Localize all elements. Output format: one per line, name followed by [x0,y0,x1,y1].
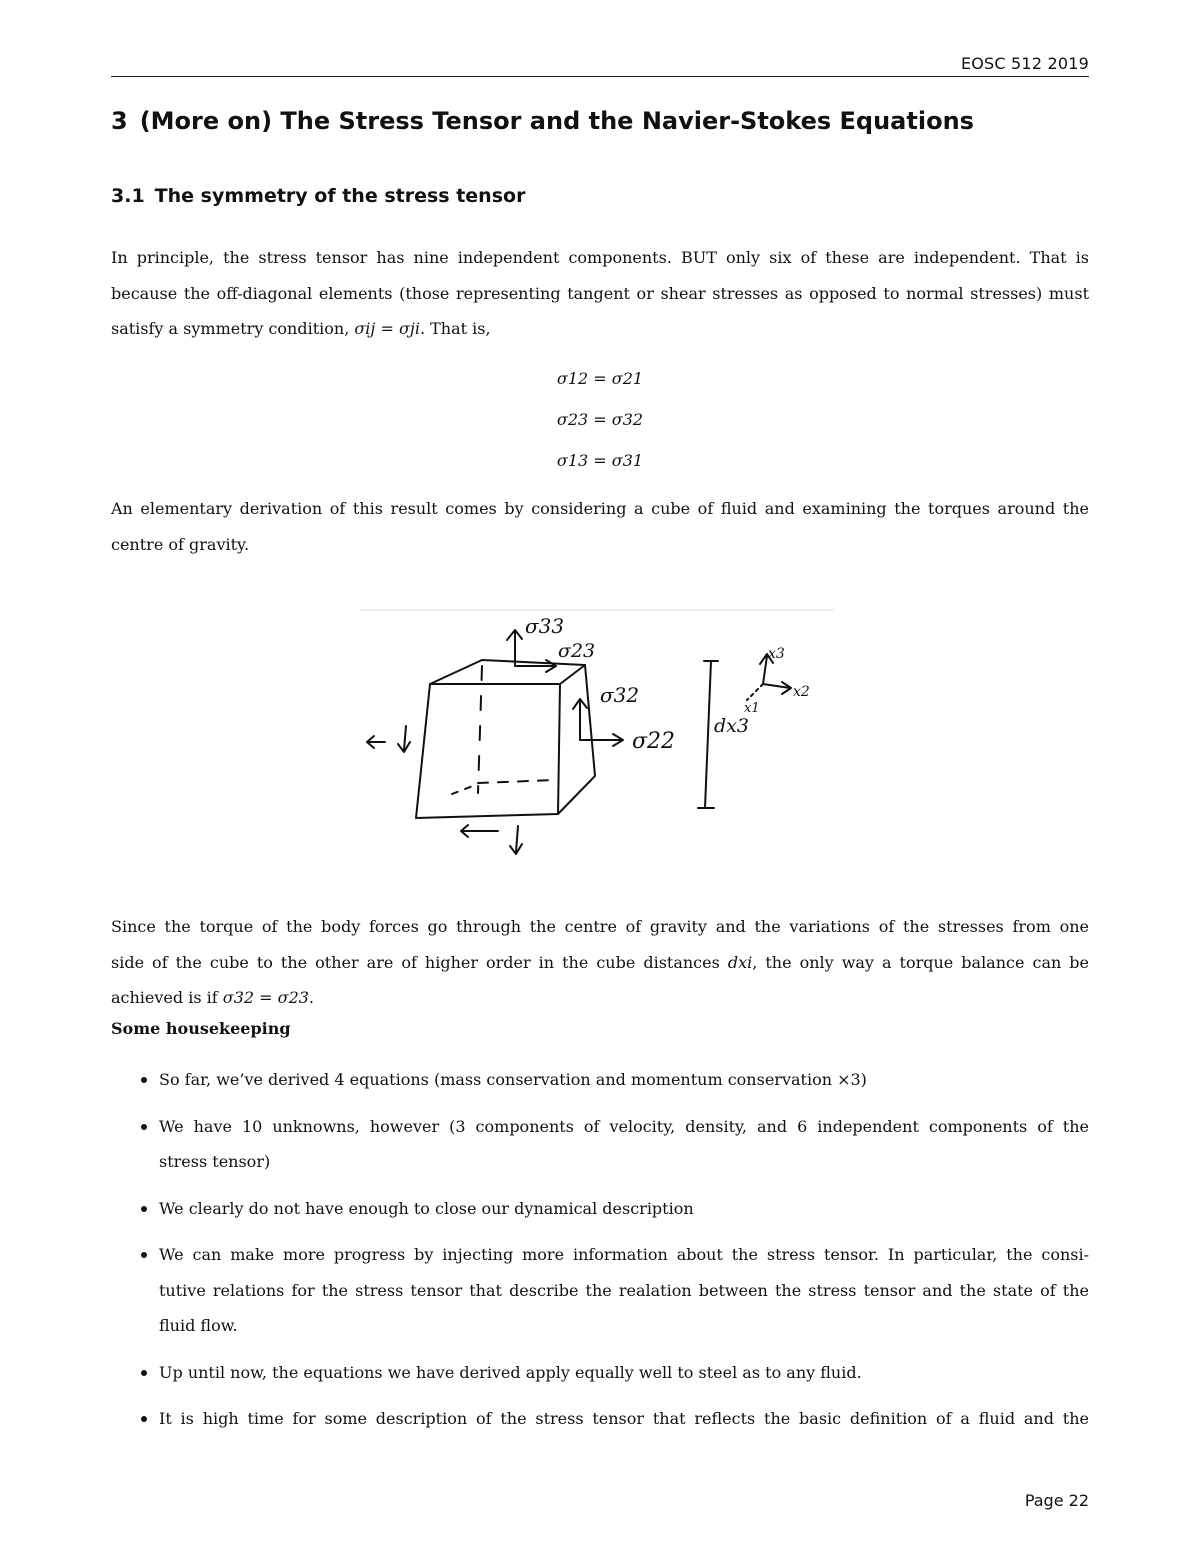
housekeeping-heading: Some housekeeping [111,1019,291,1038]
text-fragment: side of the cube to the other are of higher order in the cube distances [111,952,720,972]
list-item [111,1191,1089,1227]
text-line: We can make more progress by injecting more information about the stress tensor. In particular, the consi- [159,1245,1089,1264]
list-item [111,1401,1089,1437]
text-line [111,945,1089,981]
label-sigma32: σ32 [600,683,640,707]
label-sigma23: σ23 [558,640,596,662]
cube-top-face [430,660,585,684]
x2-axis [763,682,791,694]
cube-drawing [367,630,791,854]
bullet-dot [141,1206,147,1212]
paragraph-derivation [111,491,1089,562]
text-fragment: satisfy a symmetry condition, [111,319,350,338]
bullet-dot [141,1124,147,1130]
left-down-arrow [398,726,410,752]
equation-sigma12: σ12 = σ21 [556,369,644,388]
text-line: An elementary derivation of this result comes by considering a cube of fluid and examining the torques around the [111,499,1089,518]
inline-math-symmetry: σij = σji [354,319,420,338]
subsection-title: The symmetry of the stress tensor [154,185,526,207]
inline-math-torque-balance: σ32 = σ23 [222,988,309,1007]
bullet-dot [141,1252,147,1258]
label-dx3: dx3 [714,715,749,737]
section-title: (More on) The Stress Tensor and the Navier-Stokes Equations [139,107,974,135]
label-sigma22: σ22 [632,729,676,754]
cube-hidden-edge-front [452,784,478,794]
list-item [111,1109,1089,1180]
text-line: Since the torque of the body forces go through the centre of gravity and the variations of the stresses from one [111,917,1089,936]
header-rule [111,76,1089,77]
text-line: In principle, the stress tensor has nine independent components. BUT only six of these are independent. That is [111,248,1089,267]
page-number: Page 22 [1024,1491,1089,1510]
text-line: We have 10 unknowns, however (3 components of velocity, density, and 6 independent components of the [159,1116,1089,1136]
paragraph-torque [111,909,1089,1016]
cube-hidden-edge-vertical [478,666,482,793]
text-line: because the off-diagonal elements (those representing tangent or shear stresses as opposed to normal stresses) must [111,283,1089,303]
text-line: tutive relations for the stress tensor that describe the realation between the stress tensor and the state of the [159,1280,1089,1300]
cube-hidden-edge-bottom [478,780,555,783]
label-x2: x2 [793,684,810,700]
label-x3: x3 [768,646,785,662]
bottom-shear-arrow [461,825,498,837]
text-line: stress tensor) [159,1152,271,1171]
text-line: centre of gravity. [111,534,250,554]
text-line [111,980,1089,1016]
text-line: It is high time for some description of the stress tensor that reflects the basic definition of a fluid and the [159,1409,1089,1428]
label-x1: x1 [744,701,760,716]
text-line: We clearly do not have enough to close our dynamical description [159,1198,694,1218]
running-header: EOSC 512 2019 [960,54,1089,73]
section-number: 3 [111,107,128,135]
sigma22-arrow [580,734,623,746]
label-sigma33: σ33 [525,614,565,638]
bullet-dot [141,1370,147,1376]
list-item [111,1355,1089,1391]
equation-sigma23: σ23 = σ32 [556,410,644,429]
text-fragment: achieved is if [111,988,218,1007]
text-fragment: . That is, [419,319,491,338]
housekeeping-list [111,1062,1089,1448]
paragraph-intro [111,240,1089,347]
inline-math-dxi: dxi [727,952,753,972]
bullet-dot [141,1416,147,1422]
section-heading [111,107,974,135]
subsection-number: 3.1 [111,185,145,207]
list-item [111,1237,1089,1344]
bottom-down-arrow [510,826,522,854]
text-line: So far, we’ve derived 4 equations (mass conservation and momentum conservation ×3) [159,1070,867,1089]
text-fragment: . [308,988,315,1007]
text-line [111,311,1089,347]
stress-cube-figure [360,608,835,866]
sigma33-arrow [507,630,522,665]
sigma32-arrow [573,699,587,740]
left-shear-arrow [367,736,385,748]
equation-sigma13: σ13 = σ31 [556,451,644,470]
text-fragment: , the only way a torque balance can be [752,952,1090,972]
text-line: fluid flow. [159,1316,238,1335]
bullet-dot [141,1077,147,1083]
text-line: Up until now, the equations we have derived apply equally well to steel as to any fluid. [159,1362,862,1382]
cube-front-face [416,684,560,818]
x1-axis [747,684,763,700]
subsection-heading [111,185,525,207]
list-item [111,1062,1089,1098]
